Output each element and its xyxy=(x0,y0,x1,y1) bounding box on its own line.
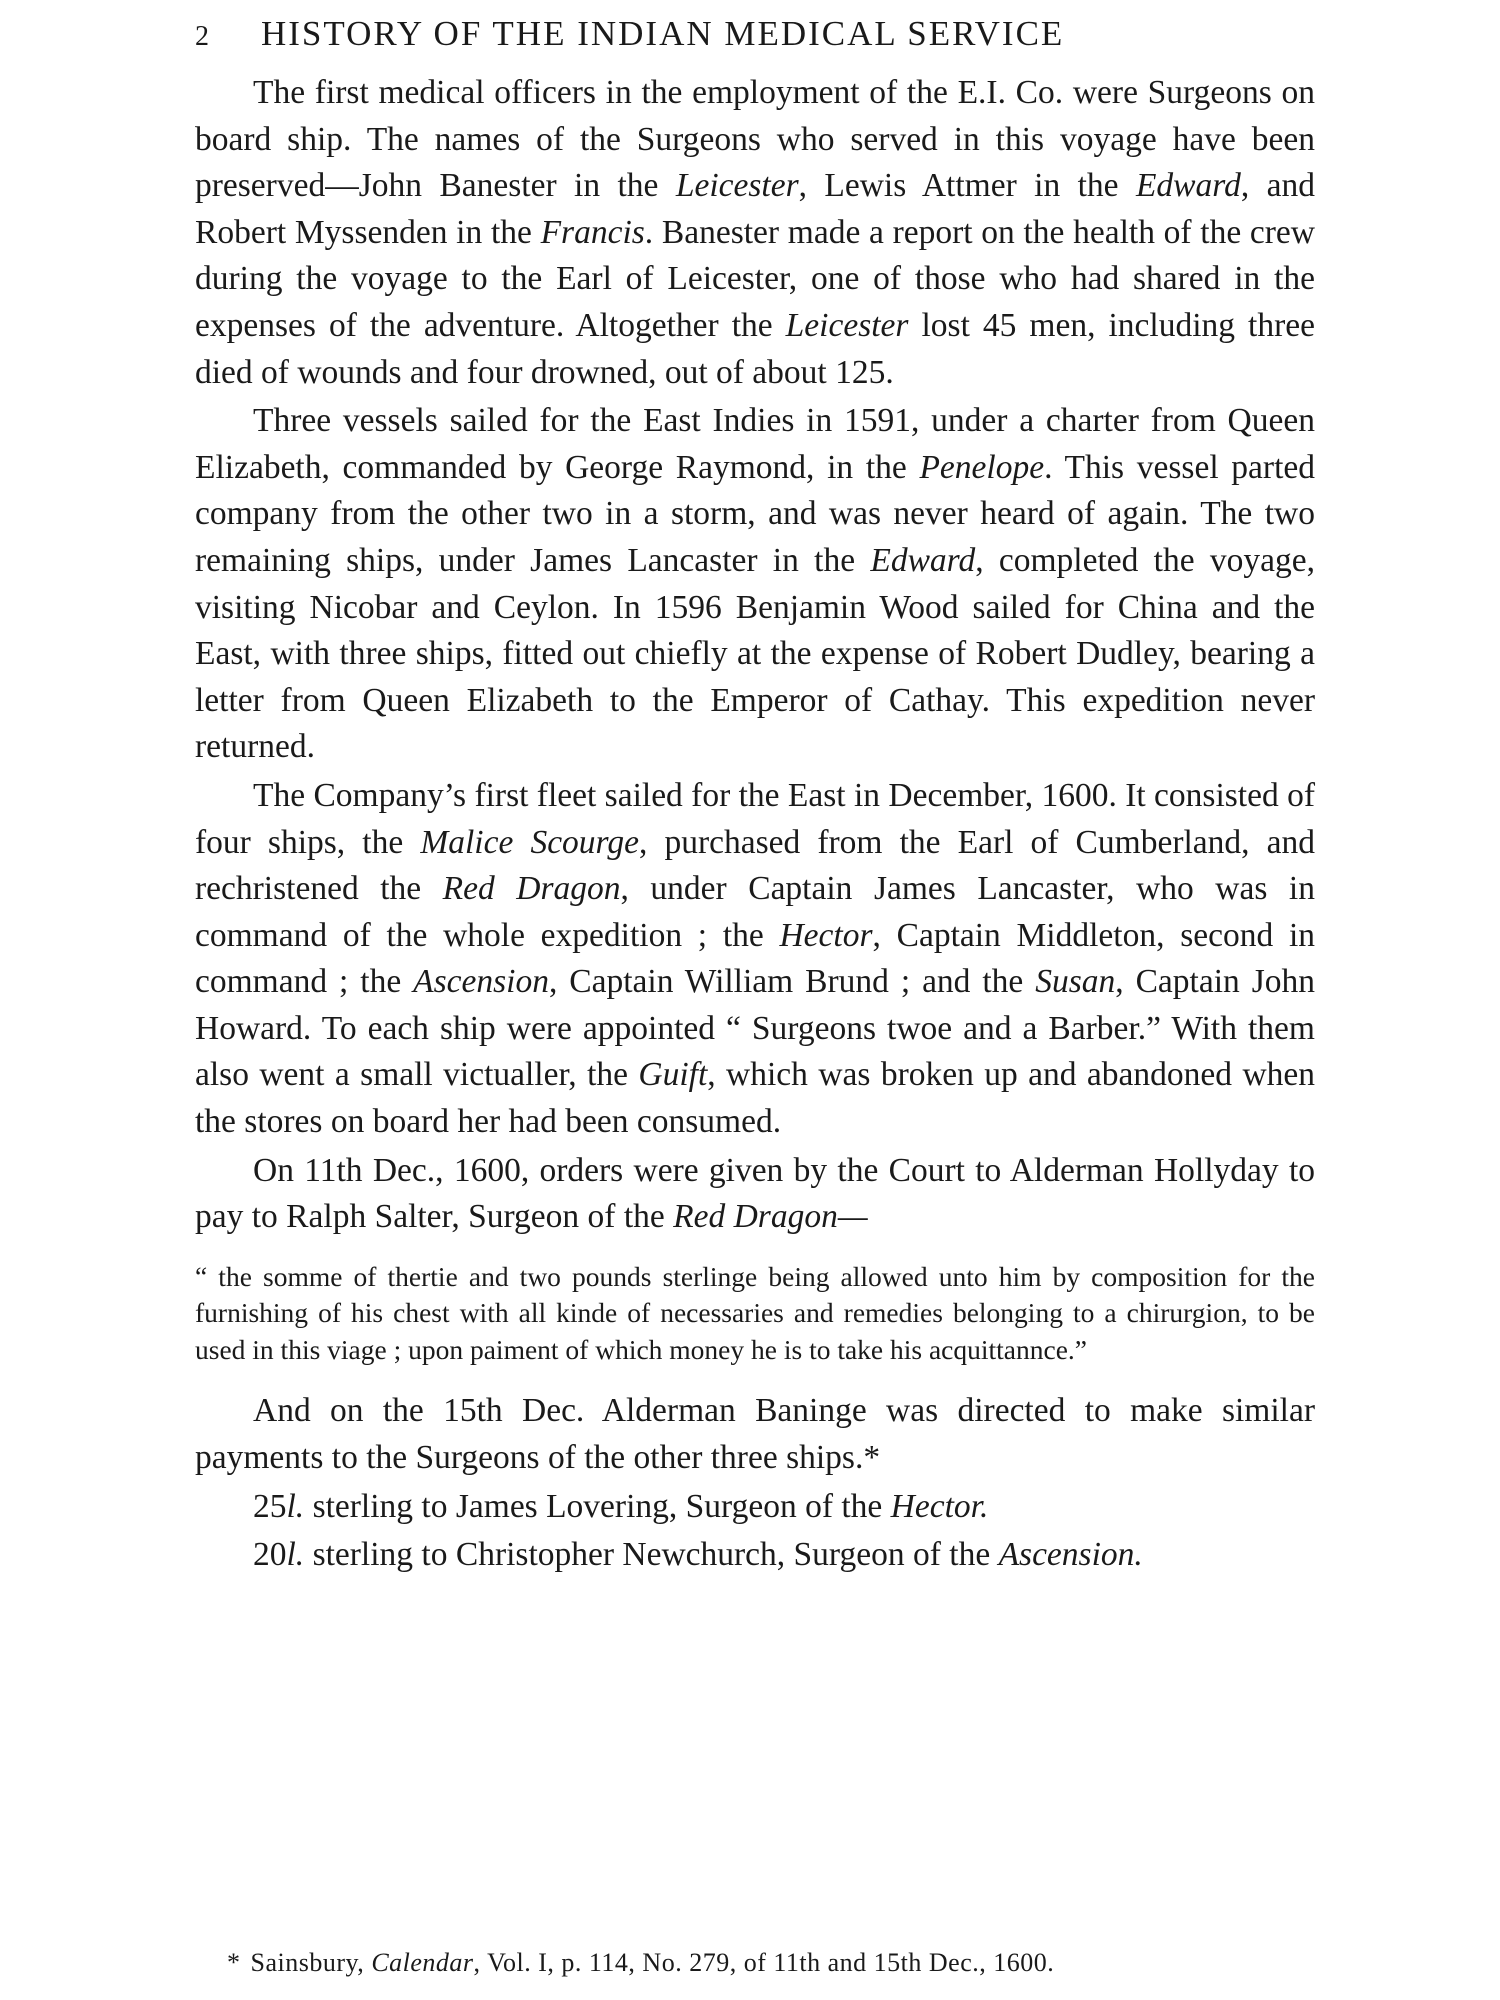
paragraph-baninge-payments: And on the 15th Dec. Alderman Baninge was directed to make similar payments to the Surgeons of the other three ships.* xyxy=(195,1392,1315,1476)
book-page xyxy=(195,14,1316,1977)
ship-name: Red Dragon xyxy=(442,870,621,908)
footnote-work-title: Calendar xyxy=(371,1948,474,1977)
block-quote: “ the somme of thertie and two pounds sterlinge being allowed unto him by composition for the furnishing of his chest with all kinde of necessaries and remedies belonging to a chirurgion, to be used in this viage ; upon paiment of which money he is to take his acquittannce.” xyxy=(195,1260,1315,1365)
payment-line-hector: 25l. sterling to James Lovering, Surgeon of the Hector. xyxy=(253,1487,989,1525)
running-title: HISTORY OF THE INDIAN MEDICAL SERVICE xyxy=(261,14,1065,53)
ship-name: Susan xyxy=(1035,963,1116,1001)
running-head xyxy=(195,14,1315,70)
ship-name: Penelope xyxy=(919,448,1045,486)
ship-name: Red Dragon— xyxy=(673,1198,868,1236)
paragraph-court-orders: On 11th Dec., 1600, orders were given by the Court to Alderman Hollyday to pay to Ralph Salter, Surgeon of the Red Dragon— xyxy=(195,1151,1315,1236)
ship-name: Malice Scourge xyxy=(420,823,639,861)
footnote-mark: * xyxy=(227,1948,241,1977)
ship-name: Leicester xyxy=(785,306,909,344)
payment-amount: 20 xyxy=(253,1536,287,1574)
footnote: * Sainsbury, Calendar, Vol. I, p. 114, No. 279, of 11th and 15th Dec., 1600. xyxy=(227,1948,1055,1977)
ship-name: Francis xyxy=(540,213,645,251)
paragraph-three-vessels: Three vessels sailed for the East Indies in 1591, under a charter from Queen Elizabeth, commanded by George Raymond, in the Penelope. This vessel parted company from the other two in a storm, and was never heard of again. The two remaining ships, under James Lancaster in the Edward, completed the voyage, visiting Nicobar and Ceylon. In 1596 Benjamin Wood sailed for China and the East, with three ships, fitted out chiefly at the expense of Robert Dudley, bearing a letter from Queen Elizabeth to the Emperor of Cathay. This expedition never returned. xyxy=(195,402,1316,766)
ship-name: Hector. xyxy=(890,1487,989,1525)
ship-name: Ascension xyxy=(413,963,549,1001)
ship-name: Ascension. xyxy=(998,1536,1143,1574)
page-number: 2 xyxy=(195,21,209,52)
ship-name: Hector xyxy=(779,916,873,954)
ship-name: Edward xyxy=(870,541,976,579)
ship-name: Leicester xyxy=(675,167,799,205)
paragraph-first-medical-officers: The first medical officers in the employment of the E.I. Co. were Surgeons on board ship. The names of the Surgeons who served in this voyage have been preserved—John Banester in the Leicester, Lewis Attmer in the Edward, and Robert Myssenden in the Francis. Banester made a report on the health of the crew during the voyage to the Earl of Leicester, one of those who had shared in the expenses of the adventure. Altogether the Leicester lost 45 men, including three died of wounds and four drowned, out of about 125. xyxy=(195,74,1315,391)
paragraph-first-fleet: The Company’s first fleet sailed for the East in December, 1600. It consisted of four ships, the Malice Scourge, purchased from the Earl of Cumberland, and rechristened the Red Dragon, under Captain James Lancaster, who was in command of the whole expedition ; the Hector, Captain Middleton, second in command ; the Ascension, Captain William Brund ; and the Susan, Captain John Howard. To each ship were appointed “ Surgeons twoe and a Barber.” With them also went a small victualler, the Guift, which was broken up and abandoned when the stores on board her had been consumed. xyxy=(195,776,1316,1141)
currency-unit: l. xyxy=(286,1536,305,1574)
ship-name: Edward xyxy=(1135,167,1241,205)
payment-amount: 25 xyxy=(253,1487,287,1525)
payment-line-ascension: 20l. sterling to Christopher Newchurch, Surgeon of the Ascension. xyxy=(253,1536,1143,1574)
ship-name: Guift xyxy=(638,1056,708,1094)
currency-unit: l. xyxy=(286,1487,305,1525)
